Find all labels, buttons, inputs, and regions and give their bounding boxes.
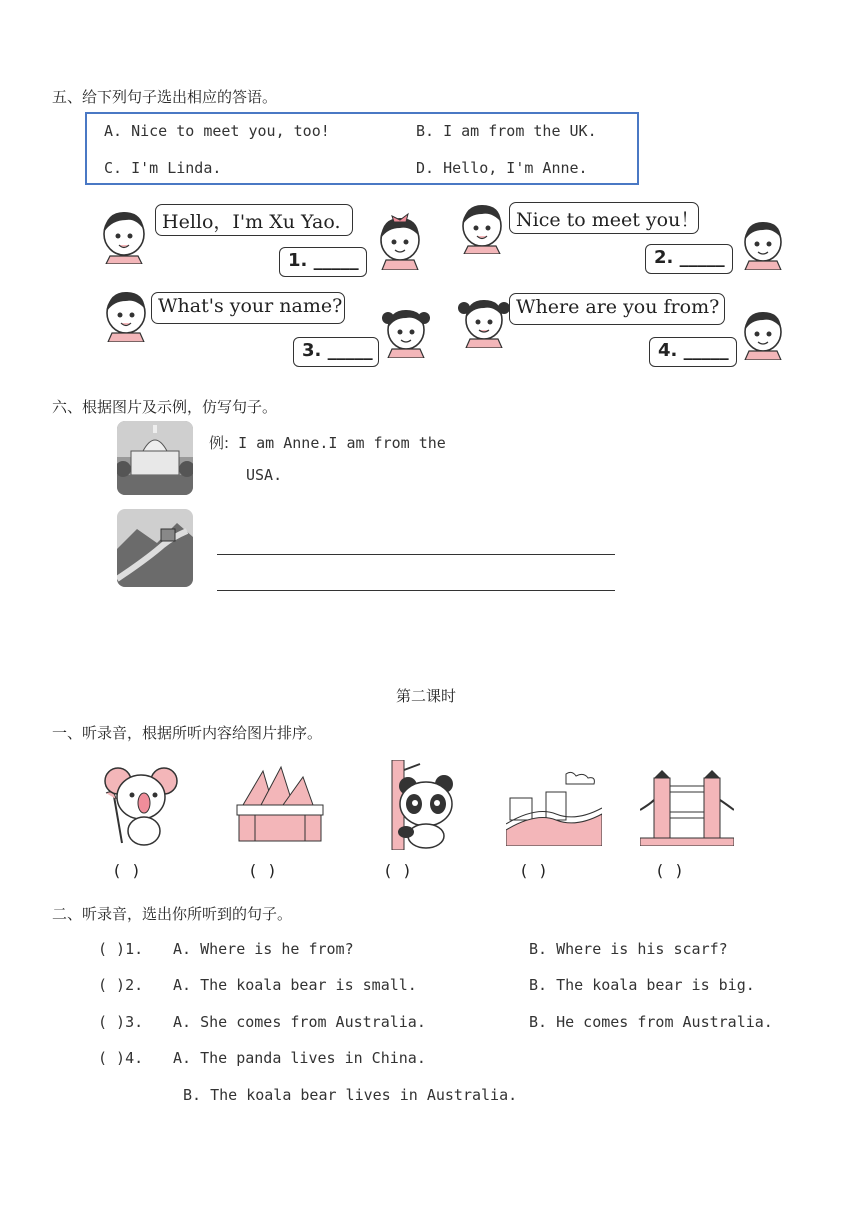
answer-box-1[interactable]: 1. _____ <box>279 247 367 277</box>
order-paren-4[interactable]: ( ) <box>519 861 548 880</box>
option-d: D. Hello, I'm Anne. <box>416 159 588 177</box>
great-wall-photo <box>117 509 193 587</box>
answer-box-4[interactable]: 4. _____ <box>649 337 737 367</box>
bubble-2: Nice to meet you！ <box>509 202 699 234</box>
q2-option-b: B. The koala bear is big. <box>529 976 755 994</box>
tower-bridge-picture <box>640 770 734 846</box>
panda-picture <box>372 760 458 850</box>
q1-option-a: A. Where is he from? <box>173 940 354 958</box>
section-6-heading: 六、根据图片及示例，仿写句子。 <box>52 398 278 416</box>
sydney-opera-house-picture <box>235 765 325 847</box>
bubble-3: What's your name? <box>151 292 345 324</box>
boy-avatar-icon <box>738 214 788 270</box>
section-5-heading: 五、给下列句子选出相应的答语。 <box>52 88 278 106</box>
q4-option-b: B. The koala bear lives in Australia. <box>183 1086 518 1104</box>
answer-line-2[interactable] <box>217 590 615 591</box>
q4-option-a: A. The panda lives in China. <box>173 1049 426 1067</box>
capitol-building-photo <box>117 421 193 495</box>
great-wall-picture <box>506 770 602 846</box>
example-line-1: 例: I am Anne.I am from the <box>209 434 446 452</box>
girl-avatar-icon <box>378 302 434 358</box>
option-a: A. Nice to meet you, too! <box>104 122 330 140</box>
order-paren-3[interactable]: ( ) <box>383 861 412 880</box>
girl-avatar-icon <box>370 206 432 270</box>
order-paren-1[interactable]: ( ) <box>112 861 141 880</box>
boy-avatar-icon <box>100 286 156 342</box>
option-b: B. I am from the UK. <box>416 122 597 140</box>
option-c: C. I'm Linda. <box>104 159 222 177</box>
boy-avatar-icon <box>738 304 788 360</box>
part-2-heading: 二、听录音，选出你所听到的句子。 <box>52 905 293 923</box>
example-line-2: USA. <box>246 466 283 484</box>
answer-line-1[interactable] <box>217 554 615 555</box>
bubble-4: Where are you from? <box>509 293 725 325</box>
q2-number[interactable]: ( )2. <box>98 976 144 994</box>
q3-option-a: A. She comes from Australia. <box>173 1013 426 1031</box>
boy-avatar-icon <box>456 200 512 254</box>
order-paren-5[interactable]: ( ) <box>655 861 684 880</box>
answer-box-2[interactable]: 2. _____ <box>645 244 733 274</box>
q1-number[interactable]: ( )1. <box>98 940 144 958</box>
q4-number[interactable]: ( )4. <box>98 1049 144 1067</box>
bubble-1: Hello，I'm Xu Yao. <box>155 204 353 236</box>
q3-option-b: B. He comes from Australia. <box>529 1013 773 1031</box>
q3-number[interactable]: ( )3. <box>98 1013 144 1031</box>
answer-box-3[interactable]: 3. _____ <box>293 337 379 367</box>
koala-picture <box>100 763 180 847</box>
q1-option-b: B. Where is his scarf? <box>529 940 728 958</box>
lesson-title: 第二课时 <box>396 687 457 705</box>
order-paren-2[interactable]: ( ) <box>248 861 277 880</box>
q2-option-a: A. The koala bear is small. <box>173 976 417 994</box>
boy-avatar-icon <box>98 204 154 264</box>
girl-avatar-icon <box>456 294 512 348</box>
part-1-heading: 一、听录音，根据所听内容给图片排序。 <box>52 724 323 742</box>
